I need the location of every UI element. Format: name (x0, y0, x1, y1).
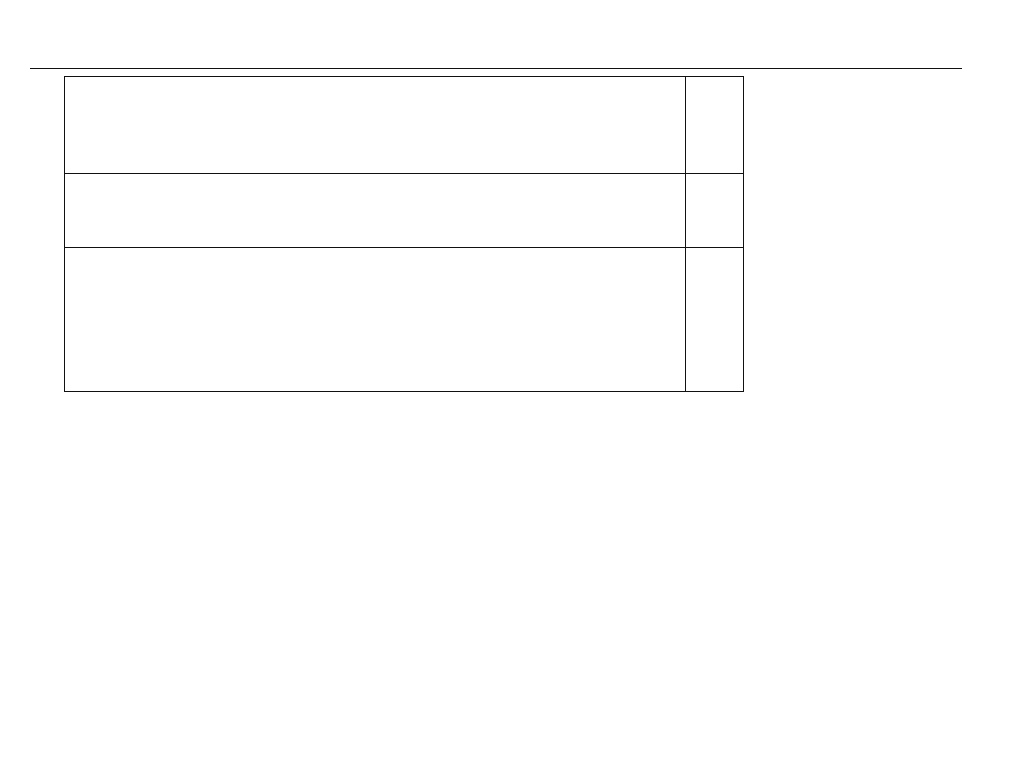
header-rule (30, 68, 962, 69)
table-divider (65, 247, 743, 248)
page-header (0, 0, 1024, 70)
table-divider (65, 173, 743, 174)
works-table (64, 76, 744, 392)
table-divider (685, 77, 686, 391)
header-left (34, 40, 48, 60)
